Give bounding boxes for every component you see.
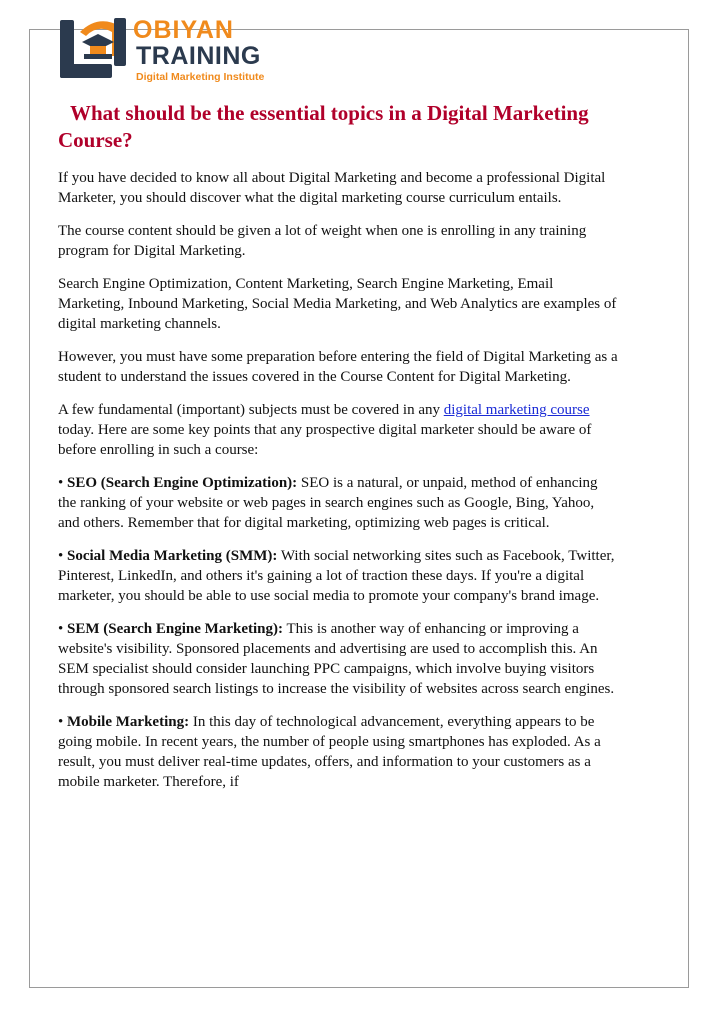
logo-mark-icon bbox=[58, 12, 130, 84]
key-points-text-after: today. Here are some key points that any prospective digital marketer should be aware of before enrolling in such a course: bbox=[58, 422, 592, 458]
logo-tagline: Digital Marketing Institute bbox=[136, 71, 265, 83]
bullet-smm-text: With social networking sites such as Facebook, Twitter, Pinterest, LinkedIn, and others it's gaining a lot of traction these days. If you're a digital marketer, you should be able to use social media to promote your company's brand image. bbox=[58, 548, 615, 604]
bullet-seo-text: SEO is a natural, or unpaid, method of enhancing the ranking of your website or web pages in search engines such as Google, Bing, Yahoo, and others. Remember that for digital marketing, optimizing web pages is critical. bbox=[58, 475, 598, 531]
logo-brand-training: TRAINING bbox=[136, 42, 261, 70]
bullet-symbol: • bbox=[58, 714, 64, 730]
bullet-smm bbox=[58, 546, 618, 606]
bullet-sem bbox=[58, 619, 618, 699]
bullet-mobile-term: Mobile Marketing: bbox=[67, 714, 190, 730]
digital-marketing-course-link[interactable]: digital marketing course bbox=[443, 402, 590, 418]
bullet-smm-term: Social Media Marketing (SMM): bbox=[67, 548, 278, 564]
bullet-symbol: • bbox=[58, 548, 64, 564]
paragraph-intro: If you have decided to know all about Digital Marketing and become a professional Digital Marketer, you should discover what the digital marketing course curriculum entails. bbox=[58, 170, 606, 206]
bullet-seo-term: SEO (Search Engine Optimization): bbox=[67, 475, 298, 491]
obiyan-training-logo bbox=[58, 12, 265, 84]
bullet-sem-text: This is another way of enhancing or improving a website's visibility. Sponsored placements and advertising are used to accomplish this. An SEM specialist should consider launching PPC campaigns, which involve buying visitors through sponsored search listings to increase the visibility of websites across search engines. bbox=[58, 621, 615, 697]
article-heading: What should be the essential topics in a Digital Marketing Course? bbox=[58, 101, 589, 152]
logo-brand-obiyan: OBIYAN bbox=[133, 16, 234, 44]
paragraph-preparation: However, you must have some preparation before entering the field of Digital Marketing as a student to understand the issues covered in the Course Content for Digital Marketing. bbox=[58, 349, 618, 385]
paragraph-course-content: The course content should be given a lot of weight when one is enrolling in any training program for Digital Marketing. bbox=[58, 223, 587, 259]
bullet-mobile-text: In this day of technological advancement, everything appears to be going mobile. In recent years, the number of people using smartphones has exploded. As a result, you must deliver real-time updates, offers, and information to your customers as a mobile marketer. Therefore, if bbox=[58, 714, 601, 790]
bullet-sem-term: SEM (Search Engine Marketing): bbox=[67, 621, 283, 637]
bullet-symbol: • bbox=[58, 475, 64, 491]
bullet-symbol: • bbox=[58, 621, 64, 637]
key-points-text-before: A few fundamental (important) subjects must be covered in any bbox=[58, 402, 444, 418]
bullet-seo bbox=[58, 473, 618, 533]
article-content bbox=[58, 100, 618, 805]
paragraph-channels: Search Engine Optimization, Content Marketing, Search Engine Marketing, Email Marketing, Inbound Marketing, Social Media Marketing, and Web Analytics are examples of digital marketing channels. bbox=[58, 276, 617, 332]
bullet-mobile-marketing bbox=[58, 712, 618, 792]
paragraph-key-points bbox=[58, 400, 618, 460]
